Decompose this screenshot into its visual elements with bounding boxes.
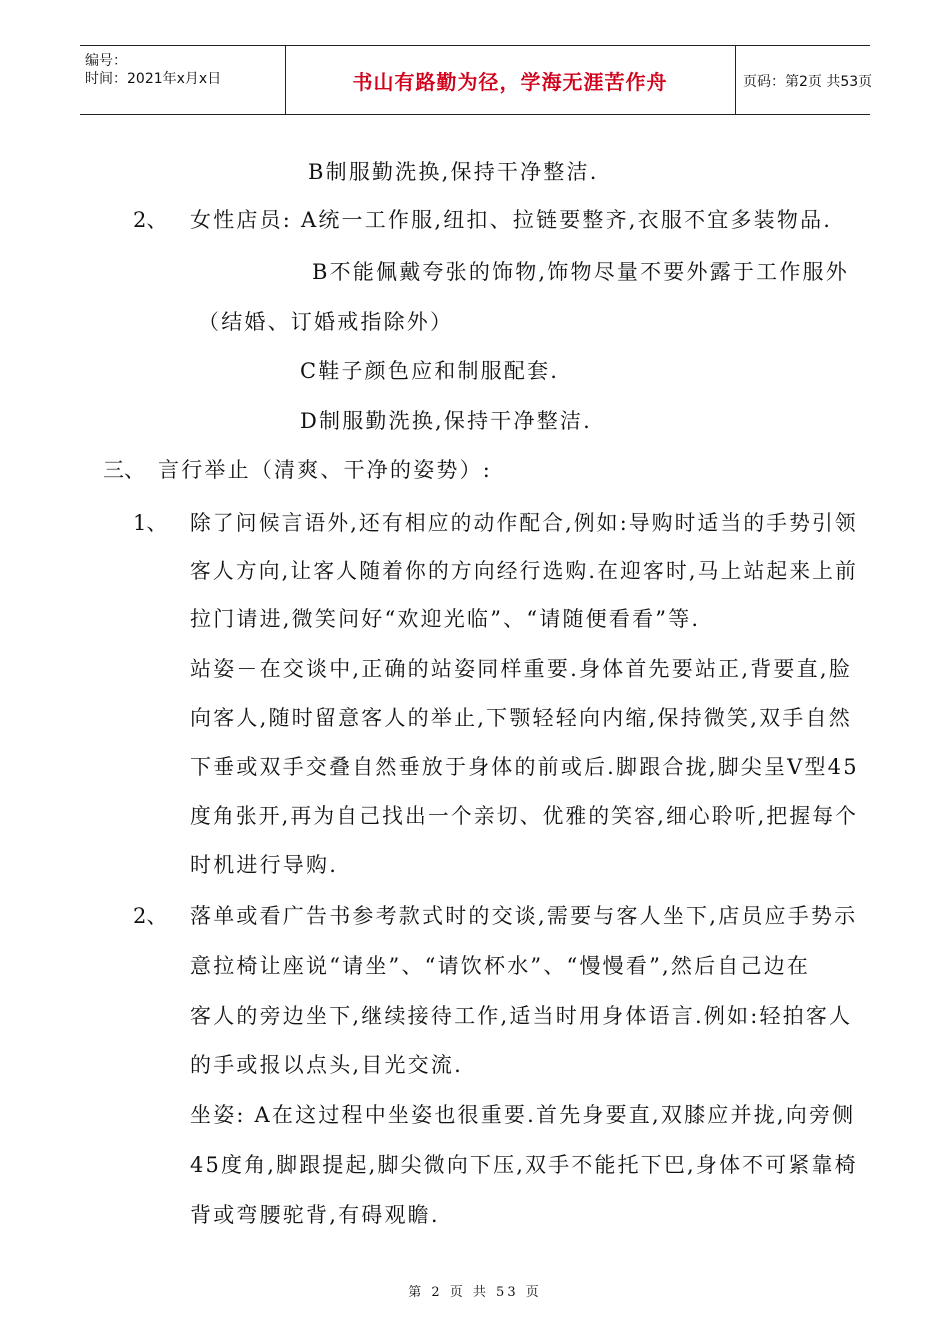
header-meta-cell — [80, 46, 286, 114]
text-line: D制服勤洗换,保持干净整洁. — [300, 409, 592, 433]
header-page-cell — [735, 46, 873, 114]
serial-label: 编号： — [85, 53, 127, 69]
header-motto-cell — [285, 46, 736, 114]
section-number: 三、 — [103, 458, 145, 482]
text-line: 度角张开,再为自己找出一个亲切、优雅的笑容,细心聆听,把握每个 — [190, 804, 859, 828]
item-number: 2、 — [133, 208, 168, 232]
text-line: B不能佩戴夸张的饰物,饰物尽量不要外露于工作服外 — [312, 260, 849, 284]
text-line: B制服勤洗换,保持干净整洁. — [308, 160, 599, 184]
text-line: 落单或看广告书参考款式时的交谈,需要与客人坐下,店员应手势示 — [190, 904, 858, 928]
page-footer: 第 2 页 共 53 页 — [408, 1285, 542, 1300]
time-label: 时间：2021年x月x日 — [85, 71, 222, 87]
text-line: 站姿－在交谈中,正确的站姿同样重要.身体首先要站正,背要直,脸 — [190, 657, 852, 681]
text-line: 意拉椅让座说“请坐”、“请饮杯水”、“慢慢看”,然后自己边在 — [190, 954, 811, 978]
page-header — [80, 45, 873, 115]
text-line: 45度角,脚跟提起,脚尖微向下压,双手不能托下巴,身体不可紧靠椅 — [190, 1153, 858, 1177]
item-number: 1、 — [133, 511, 168, 535]
text-line: （结婚、订婚戒指除外） — [198, 310, 454, 334]
text-line: C鞋子颜色应和制服配套. — [300, 359, 560, 383]
text-line: 坐姿: A在这过程中坐姿也很重要.首先身要直,双膝应并拢,向旁侧 — [190, 1103, 856, 1127]
text-line: 除了问候言语外,还有相应的动作配合,例如:导购时适当的手势引领 — [190, 511, 858, 535]
motto: 书山有路勤为径，学海无涯苦作舟 — [352, 70, 668, 94]
text-line: 背或弯腰驼背,有碍观瞻. — [190, 1203, 440, 1227]
item-number: 2、 — [133, 904, 168, 928]
text-line: 向客人,随时留意客人的举止,下颚轻轻向内缩,保持微笑,双手自然 — [190, 706, 852, 730]
text-line: 下垂或双手交叠自然垂放于身体的前或后.脚跟合拢,脚尖呈V型45 — [190, 755, 859, 779]
text-line: 女性店员: A统一工作服,纽扣、拉链要整齐,衣服不宜多装物品. — [190, 208, 833, 232]
page-info: 页码：第2页 共53页 — [743, 74, 873, 90]
text-line: 客人的旁边坐下,继续接待工作,适当时用身体语言.例如:轻拍客人 — [190, 1004, 853, 1028]
text-line: 的手或报以点头,目光交流. — [190, 1053, 463, 1077]
section-heading: 言行举止（清爽、干净的姿势）: — [158, 458, 493, 482]
text-line: 拉门请进,微笑问好“欢迎光临”、“请随便看看”等. — [190, 607, 701, 631]
text-line: 客人方向,让客人随着你的方向经行选购.在迎客时,马上站起来上前 — [190, 559, 859, 583]
text-line: 时机进行导购. — [190, 853, 339, 877]
